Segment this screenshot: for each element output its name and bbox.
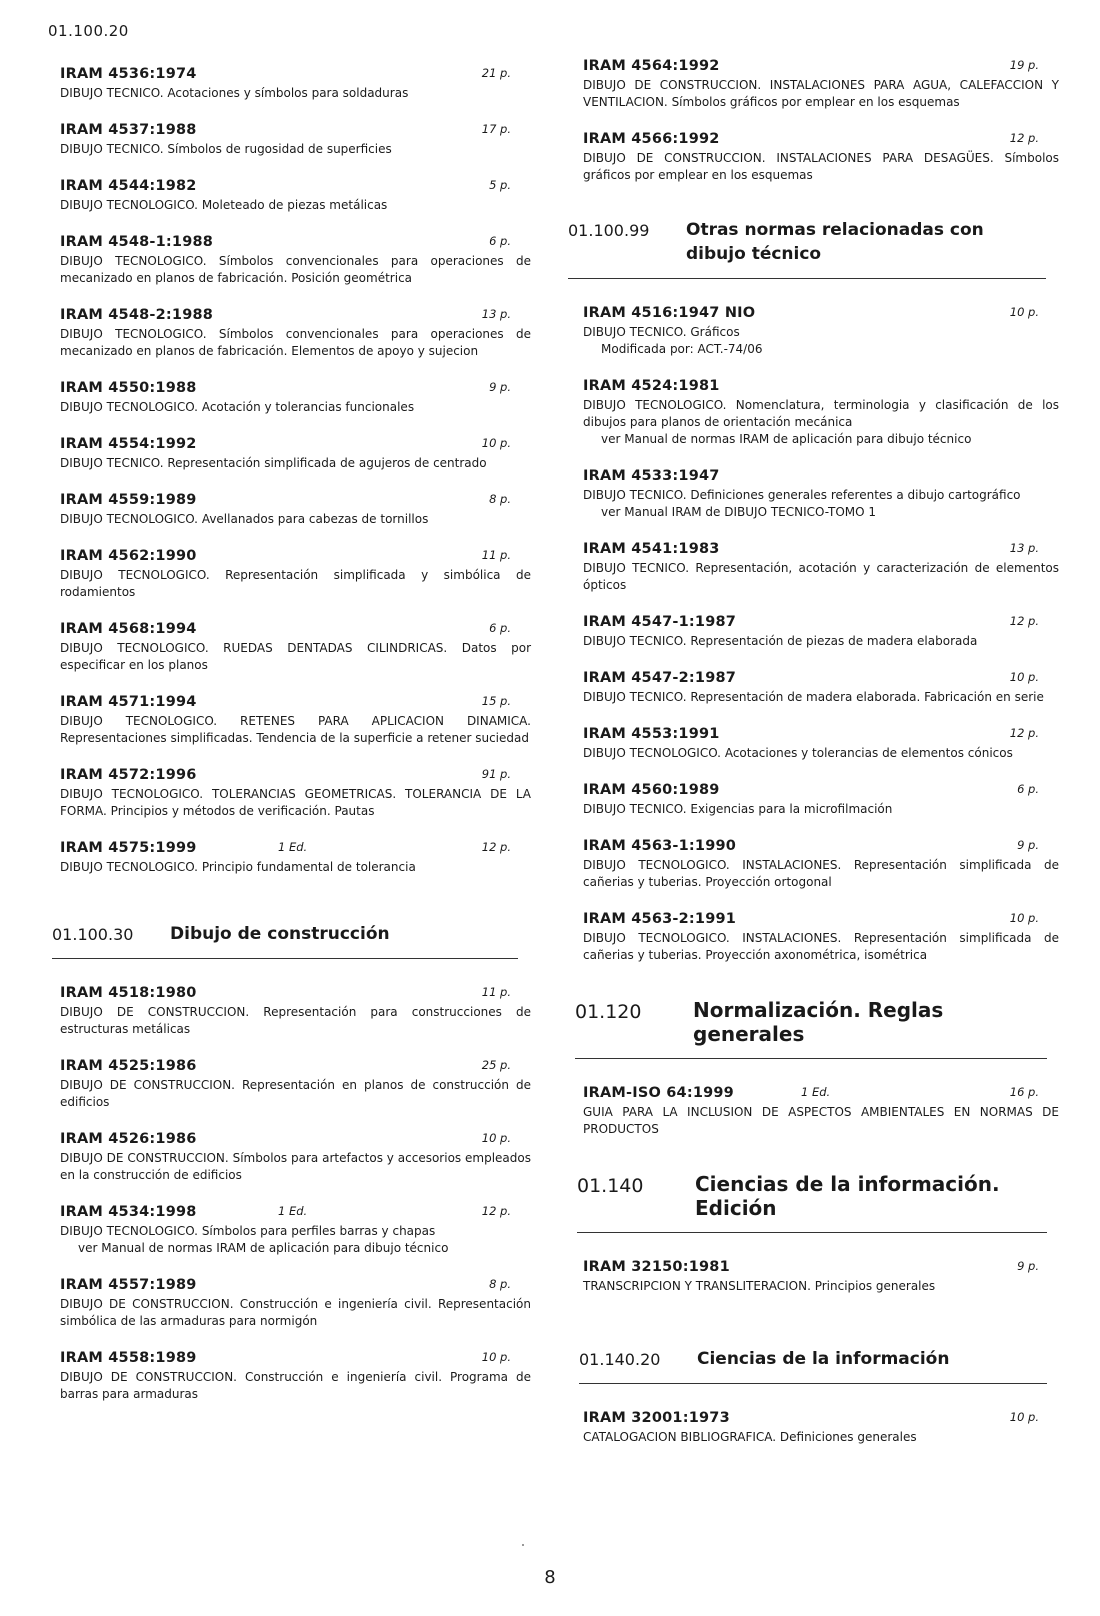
standard-entry <box>583 131 1063 184</box>
page-count: 15 p. <box>481 694 511 708</box>
standard-title: DIBUJO TECNICO. Representación simplificada de agujeros de centrado <box>60 456 487 470</box>
page-count: 13 p. <box>481 307 511 321</box>
standard-title: DIBUJO DE CONSTRUCCION. Símbolos para artefactos y accesorios empleados en la construcción de edificios <box>60 1151 531 1182</box>
entry-header <box>60 1058 535 1076</box>
standard-code: IRAM 4524:1981 <box>583 378 720 394</box>
standard-code: IRAM 4563-2:1991 <box>583 911 737 927</box>
standard-note: ver Manual de normas IRAM de aplicación para dibujo técnico <box>601 432 972 446</box>
entry-header <box>583 838 1063 856</box>
page-count: 13 p. <box>1009 541 1039 555</box>
page-count: 6 p. <box>489 234 511 248</box>
standard-title: DIBUJO DE CONSTRUCCION. INSTALACIONES PARA AGUA, CALEFACCION Y VENTILACION. Símbolos gráficos por emplear en los esquemas <box>583 78 1059 109</box>
page-count: 25 p. <box>481 1058 511 1072</box>
standard-title: GUIA PARA LA INCLUSION DE ASPECTOS AMBIENTALES EN NORMAS DE PRODUCTOS <box>583 1105 1059 1136</box>
otras-entries-list <box>583 305 1063 964</box>
standard-code: IRAM 4571:1994 <box>60 694 197 710</box>
standard-code: IRAM 4564:1992 <box>583 58 720 74</box>
standard-code: IRAM-ISO 64:1999 <box>583 1085 734 1101</box>
entry-header <box>583 670 1063 688</box>
page-count: 91 p. <box>481 767 511 781</box>
entry-header <box>60 234 535 252</box>
standard-entry <box>60 122 535 158</box>
page-count: 8 p. <box>489 492 511 506</box>
standard-title: DIBUJO TECNICO. Símbolos de rugosidad de superficies <box>60 142 392 156</box>
standard-title: DIBUJO TECNICO. Representación, acotación y caracterización de elementos ópticos <box>583 561 1059 592</box>
edition-label: 1 Ed. <box>801 1085 831 1099</box>
section-code: 01.140.20 <box>579 1350 661 1369</box>
standard-title: DIBUJO TECNICO. Acotaciones y símbolos para soldaduras <box>60 86 409 100</box>
standard-code: IRAM 4541:1983 <box>583 541 720 557</box>
page-count: 10 p. <box>1009 670 1039 684</box>
standard-title: DIBUJO TECNOLOGICO. Nomenclatura, terminologia y clasificación de los dibujos para planos de orientación mecánica <box>583 398 1059 429</box>
standard-note: ver Manual IRAM de DIBUJO TECNICO-TOMO 1 <box>601 505 877 519</box>
right-column <box>568 58 1063 1616</box>
page-header-code: 01.100.20 <box>48 22 129 40</box>
entry-header <box>60 840 535 858</box>
entry-header <box>60 1204 535 1222</box>
page-count: 16 p. <box>1009 1085 1039 1099</box>
entry-header <box>583 305 1063 323</box>
standard-code: IRAM 4560:1989 <box>583 782 720 798</box>
standard-entry <box>60 1204 535 1257</box>
page-count: 11 p. <box>481 548 511 562</box>
entry-header <box>60 122 535 140</box>
section-code: 01.100.30 <box>52 925 134 944</box>
section-header-ciencias-edicion <box>577 1172 1047 1233</box>
entry-header <box>583 614 1063 632</box>
page-count: 12 p. <box>1009 131 1039 145</box>
entry-header <box>60 694 535 712</box>
standard-code: IRAM 4550:1988 <box>60 380 197 396</box>
standard-code: IRAM 4516:1947 NIO <box>583 305 756 321</box>
standard-code: IRAM 4548-1:1988 <box>60 234 214 250</box>
standard-entry <box>583 911 1063 964</box>
entry-header <box>60 1277 535 1295</box>
page-count: 8 p. <box>489 1277 511 1291</box>
edition-label: 1 Ed. <box>278 1204 308 1218</box>
section-title: Ciencias de la información <box>697 1349 950 1369</box>
normalizacion-entries-list <box>583 1085 1063 1138</box>
left-column <box>52 66 535 1616</box>
entry-header <box>60 767 535 785</box>
standard-code: IRAM 4568:1994 <box>60 621 197 637</box>
standard-code: IRAM 4533:1947 <box>583 468 720 484</box>
section-header-dibujo-construccion <box>52 922 518 959</box>
standard-code: IRAM 4575:1999 <box>60 840 197 856</box>
standard-title: DIBUJO TECNOLOGICO. RETENES PARA APLICACION DINAMICA. Representaciones simplificadas. Tendencia de la superficie a retener suciedad <box>60 714 531 745</box>
section-title: Normalización. Reglas generales <box>693 998 944 1046</box>
standard-code: IRAM 32001:1973 <box>583 1410 730 1426</box>
standard-entry <box>583 838 1063 891</box>
page-count: 5 p. <box>489 178 511 192</box>
standard-entry <box>60 307 535 360</box>
page-count: 17 p. <box>481 122 511 136</box>
standard-entry <box>583 541 1063 594</box>
page-count: 6 p. <box>489 621 511 635</box>
page-count: 10 p. <box>481 1350 511 1364</box>
standard-entry <box>60 694 535 747</box>
standard-entry <box>583 1259 1063 1295</box>
standard-title: DIBUJO TECNOLOGICO. TOLERANCIAS GEOMETRICAS. TOLERANCIA DE LA FORMA. Principios y métodos de verificación. Pautas <box>60 787 531 818</box>
standard-title: DIBUJO DE CONSTRUCCION. Representación en planos de construcción de edificios <box>60 1078 531 1109</box>
page-count: 11 p. <box>481 985 511 999</box>
standard-title: DIBUJO TECNOLOGICO. Acotaciones y tolerancias de elementos cónicos <box>583 746 1013 760</box>
page-count: 12 p. <box>481 840 511 854</box>
standard-note: Modificada por: ACT.-74/06 <box>601 342 763 356</box>
standard-entry <box>60 621 535 674</box>
entry-header <box>583 782 1063 800</box>
standard-title: DIBUJO TECNOLOGICO. Moleteado de piezas metálicas <box>60 198 388 212</box>
entry-header <box>60 178 535 196</box>
standard-title: DIBUJO TECNICO. Representación de madera elaborada. Fabricación en serie <box>583 690 1044 704</box>
standard-code: IRAM 32150:1981 <box>583 1259 730 1275</box>
entry-header <box>60 1350 535 1368</box>
standard-code: IRAM 4554:1992 <box>60 436 197 452</box>
section-title: Otras normas relacionadas con dibujo técnico <box>686 220 984 264</box>
standard-note: ver Manual de normas IRAM de aplicación para dibujo técnico <box>78 1241 449 1255</box>
standard-entry <box>583 378 1063 448</box>
standard-code: IRAM 4558:1989 <box>60 1350 197 1366</box>
entry-header <box>60 548 535 566</box>
standard-code: IRAM 4534:1998 <box>60 1204 197 1220</box>
page-count: 12 p. <box>1009 614 1039 628</box>
entry-header <box>583 1085 1063 1103</box>
standard-code: IRAM 4572:1996 <box>60 767 197 783</box>
section-header-otras-normas <box>568 218 1046 279</box>
entry-header <box>60 985 535 1003</box>
standard-title: DIBUJO TECNOLOGICO. Símbolos convencionales para operaciones de mecanizado en planos de fabricación. Posición geométrica <box>60 254 531 285</box>
page-count: 9 p. <box>1017 1259 1039 1273</box>
standard-code: IRAM 4537:1988 <box>60 122 197 138</box>
standard-title: DIBUJO TECNICO. Representación de piezas de madera elaborada <box>583 634 978 648</box>
entry-header <box>60 380 535 398</box>
standard-title: DIBUJO TECNICO. Gráficos <box>583 325 740 339</box>
page-count: 10 p. <box>481 436 511 450</box>
standard-title: DIBUJO TECNOLOGICO. RUEDAS DENTADAS CILINDRICAS. Datos por especificar en los planos <box>60 641 531 672</box>
standard-title: DIBUJO TECNOLOGICO. INSTALACIONES. Representación simplificada de cañerias y tuberias. Proyección ortogonal <box>583 858 1059 889</box>
section-header-ciencias-informacion <box>579 1347 1047 1384</box>
standard-entry <box>60 1277 535 1330</box>
standard-entry <box>60 492 535 528</box>
entry-header <box>60 307 535 325</box>
standard-entry <box>60 234 535 287</box>
standard-title: DIBUJO TECNOLOGICO. Principio fundamental de tolerancia <box>60 860 416 874</box>
section-code: 01.100.99 <box>568 221 650 240</box>
entry-header <box>60 492 535 510</box>
standard-entry <box>60 1131 535 1184</box>
section-title: Ciencias de la información. Edición <box>695 1172 1000 1220</box>
standard-entry <box>583 468 1063 521</box>
standard-code: IRAM 4547-1:1987 <box>583 614 737 630</box>
right-entries-list <box>583 58 1063 184</box>
page-count: 9 p. <box>489 380 511 394</box>
entry-header <box>583 468 1063 486</box>
entry-header <box>583 1410 1063 1428</box>
standard-title: DIBUJO TECNOLOGICO. Representación simplificada y simbólica de rodamientos <box>60 568 531 599</box>
standard-title: DIBUJO TECNOLOGICO. Avellanados para cabezas de tornillos <box>60 512 429 526</box>
page-count: 10 p. <box>481 1131 511 1145</box>
section-header-normalizacion <box>575 998 1047 1059</box>
standard-entry <box>583 614 1063 650</box>
standard-entry <box>60 1350 535 1403</box>
standard-code: IRAM 4536:1974 <box>60 66 197 82</box>
construccion-entries-list <box>60 985 535 1403</box>
page-count: 10 p. <box>1009 1410 1039 1424</box>
page-count: 9 p. <box>1017 838 1039 852</box>
entry-header <box>60 436 535 454</box>
left-entries-list <box>60 66 535 876</box>
standard-code: IRAM 4557:1989 <box>60 1277 197 1293</box>
entry-header <box>583 131 1063 149</box>
standard-title: DIBUJO TECNOLOGICO. INSTALACIONES. Representación simplificada de cañerias y tuberias. Proyección axonométrica, isométrica <box>583 931 1059 962</box>
page-count: 12 p. <box>481 1204 511 1218</box>
standard-title: CATALOGACION BIBLIOGRAFICA. Definiciones generales <box>583 1430 917 1444</box>
standard-title: DIBUJO TECNOLOGICO. Símbolos convencionales para operaciones de mecanizado en planos de fabricación. Elementos de apoyo y sujecion <box>60 327 531 358</box>
page-count: 21 p. <box>481 66 511 80</box>
standard-title: DIBUJO DE CONSTRUCCION. Construcción e ingeniería civil. Programa de barras para armaduras <box>60 1370 531 1401</box>
standard-code: IRAM 4562:1990 <box>60 548 197 564</box>
ciencias-entries-list <box>583 1259 1063 1295</box>
standard-entry <box>60 1058 535 1111</box>
standard-title: TRANSCRIPCION Y TRANSLITERACION. Principios generales <box>583 1279 936 1293</box>
standard-title: DIBUJO DE CONSTRUCCION. Representación para construcciones de estructuras metálicas <box>60 1005 531 1036</box>
standard-title: DIBUJO TECNICO. Definiciones generales referentes a dibujo cartográfico <box>583 488 1021 502</box>
standard-entry <box>60 436 535 472</box>
standard-entry <box>583 782 1063 818</box>
ciencias-info-entries-list <box>583 1410 1063 1446</box>
entry-header <box>583 911 1063 929</box>
standard-title: DIBUJO TECNOLOGICO. Acotación y tolerancias funcionales <box>60 400 415 414</box>
page-count: 10 p. <box>1009 305 1039 319</box>
standard-entry <box>60 767 535 820</box>
standard-title: DIBUJO TECNICO. Exigencias para la microfilmación <box>583 802 893 816</box>
standard-entry <box>583 305 1063 358</box>
standard-code: IRAM 4566:1992 <box>583 131 720 147</box>
page-number: 8 <box>544 1567 556 1588</box>
standard-code: IRAM 4548-2:1988 <box>60 307 214 323</box>
entry-header <box>583 1259 1063 1277</box>
entry-header <box>583 726 1063 744</box>
page-count: 6 p. <box>1017 782 1039 796</box>
page-count: 10 p. <box>1009 911 1039 925</box>
standard-title: DIBUJO TECNOLOGICO. Símbolos para perfiles barras y chapas <box>60 1224 436 1238</box>
entry-header <box>60 1131 535 1149</box>
standard-entry <box>583 58 1063 111</box>
standard-entry <box>60 840 535 876</box>
standard-entry <box>583 670 1063 706</box>
standard-code: IRAM 4525:1986 <box>60 1058 197 1074</box>
standard-code: IRAM 4544:1982 <box>60 178 197 194</box>
standard-code: IRAM 4526:1986 <box>60 1131 197 1147</box>
footer-dot <box>522 1544 524 1546</box>
standard-entry <box>60 548 535 601</box>
standard-entry <box>60 178 535 214</box>
standard-entry <box>583 1410 1063 1446</box>
edition-label: 1 Ed. <box>278 840 308 854</box>
section-code: 01.120 <box>575 1001 642 1023</box>
entry-header <box>60 66 535 84</box>
page-count: 12 p. <box>1009 726 1039 740</box>
entry-header <box>583 378 1063 396</box>
section-title: Dibujo de construcción <box>170 924 390 944</box>
standard-title: DIBUJO DE CONSTRUCCION. INSTALACIONES PARA DESAGÜES. Símbolos gráficos por emplear en los esquemas <box>583 151 1059 182</box>
entry-header <box>583 541 1063 559</box>
standard-code: IRAM 4547-2:1987 <box>583 670 737 686</box>
standard-entry <box>60 985 535 1038</box>
section-code: 01.140 <box>577 1175 644 1197</box>
standard-code: IRAM 4518:1980 <box>60 985 197 1001</box>
entry-header <box>583 58 1063 76</box>
standard-code: IRAM 4553:1991 <box>583 726 720 742</box>
standard-entry <box>583 1085 1063 1138</box>
page-count: 19 p. <box>1009 58 1039 72</box>
standard-code: IRAM 4559:1989 <box>60 492 197 508</box>
entry-header <box>60 621 535 639</box>
standard-entry <box>60 380 535 416</box>
standard-title: DIBUJO DE CONSTRUCCION. Construcción e ingeniería civil. Representación simbólica de las armaduras para normigón <box>60 1297 531 1328</box>
standard-entry <box>583 726 1063 762</box>
standard-code: IRAM 4563-1:1990 <box>583 838 737 854</box>
standard-entry <box>60 66 535 102</box>
